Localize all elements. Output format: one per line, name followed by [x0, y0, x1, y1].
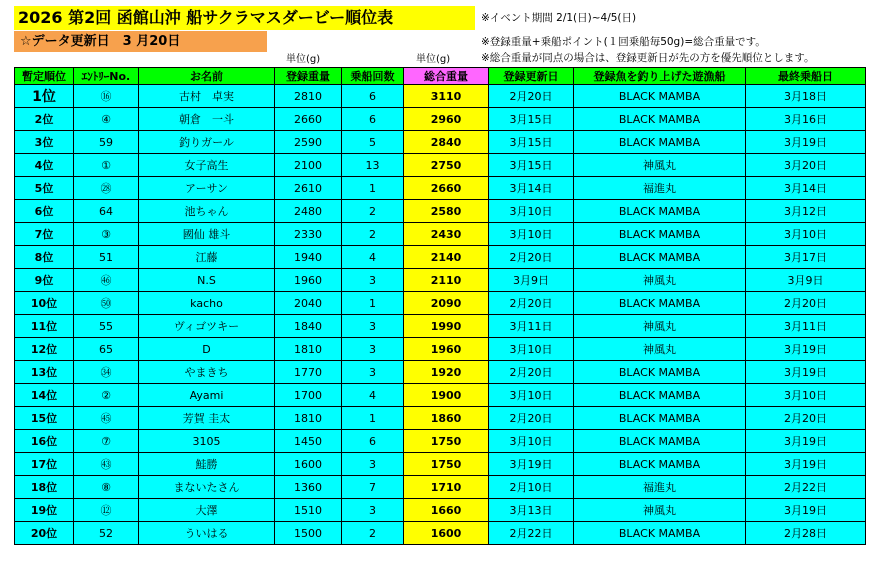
entry-cell: ②: [74, 384, 139, 407]
last-boarding-cell: 3月19日: [746, 499, 866, 522]
last-boarding-cell: 3月12日: [746, 200, 866, 223]
boardings-cell: 3: [342, 338, 404, 361]
table-row: [15, 269, 866, 292]
last-boarding-cell: 3月18日: [746, 85, 866, 108]
rank-cell: 20位: [15, 522, 74, 545]
name-cell: kacho: [139, 292, 275, 315]
col-name: お名前: [139, 68, 275, 85]
last-boarding-cell: 2月28日: [746, 522, 866, 545]
total-cell: 1860: [404, 407, 489, 430]
updated-cell: 2月20日: [489, 361, 574, 384]
boat-cell: 福進丸: [574, 476, 746, 499]
boardings-cell: 3: [342, 361, 404, 384]
updated-cell: 3月10日: [489, 223, 574, 246]
rank-cell: 3位: [15, 131, 74, 154]
entry-cell: ④: [74, 108, 139, 131]
col-total: 総合重量: [404, 68, 489, 85]
name-cell: D: [139, 338, 275, 361]
boardings-cell: 2: [342, 223, 404, 246]
rank-cell: 11位: [15, 315, 74, 338]
last-boarding-cell: 3月19日: [746, 361, 866, 384]
col-updated: 登録更新日: [489, 68, 574, 85]
last-boarding-cell: 3月16日: [746, 108, 866, 131]
updated-cell: 2月20日: [489, 85, 574, 108]
col-boat: 登録魚を釣り上げた遊漁船: [574, 68, 746, 85]
rank-cell: 15位: [15, 407, 74, 430]
weight-cell: 1770: [275, 361, 342, 384]
updated-cell: 3月10日: [489, 338, 574, 361]
weight-cell: 1810: [275, 407, 342, 430]
table-row: [15, 407, 866, 430]
boardings-cell: 3: [342, 453, 404, 476]
name-cell: 江藤: [139, 246, 275, 269]
name-cell: まないたさん: [139, 476, 275, 499]
total-cell: 2140: [404, 246, 489, 269]
table-row: [15, 499, 866, 522]
boat-cell: BLACK MAMBA: [574, 361, 746, 384]
rank-cell: 12位: [15, 338, 74, 361]
name-cell: Ayami: [139, 384, 275, 407]
entry-cell: 64: [74, 200, 139, 223]
last-boarding-cell: 2月20日: [746, 407, 866, 430]
boardings-cell: 2: [342, 522, 404, 545]
entry-cell: 65: [74, 338, 139, 361]
name-cell: 女子高生: [139, 154, 275, 177]
unit-label-total: 単位(g): [416, 54, 451, 65]
table-row: [15, 315, 866, 338]
table-row: [15, 223, 866, 246]
weight-cell: 2040: [275, 292, 342, 315]
last-boarding-cell: 3月19日: [746, 430, 866, 453]
entry-cell: ㉞: [74, 361, 139, 384]
weight-cell: 1700: [275, 384, 342, 407]
weight-cell: 1840: [275, 315, 342, 338]
rank-cell: 4位: [15, 154, 74, 177]
col-boardings: 乗船回数: [342, 68, 404, 85]
update-date-label: ☆データ更新日 3 月20日: [14, 31, 267, 52]
boardings-cell: 3: [342, 269, 404, 292]
unit-label-weight: 単位(g): [286, 54, 321, 65]
table-row: [15, 85, 866, 108]
rank-cell: 2位: [15, 108, 74, 131]
entry-cell: ①: [74, 154, 139, 177]
table-row: [15, 131, 866, 154]
total-cell: 1600: [404, 522, 489, 545]
total-cell: 1960: [404, 338, 489, 361]
boardings-cell: 13: [342, 154, 404, 177]
table-row: [15, 177, 866, 200]
weight-cell: 2100: [275, 154, 342, 177]
boardings-cell: 6: [342, 108, 404, 131]
updated-cell: 3月19日: [489, 453, 574, 476]
rank-cell: 1位: [15, 85, 74, 108]
name-cell: 池ちゃん: [139, 200, 275, 223]
total-cell: 2580: [404, 200, 489, 223]
last-boarding-cell: 3月14日: [746, 177, 866, 200]
total-cell: 2430: [404, 223, 489, 246]
total-cell: 2840: [404, 131, 489, 154]
boardings-cell: 4: [342, 384, 404, 407]
table-row: [15, 154, 866, 177]
boat-cell: BLACK MAMBA: [574, 384, 746, 407]
event-period-note: ※イベント期間 2/1(日)~4/5(日): [481, 12, 637, 24]
entry-cell: ⑯: [74, 85, 139, 108]
boardings-cell: 7: [342, 476, 404, 499]
rank-cell: 9位: [15, 269, 74, 292]
weight-cell: 2480: [275, 200, 342, 223]
boardings-cell: 6: [342, 85, 404, 108]
name-cell: N.S: [139, 269, 275, 292]
weight-cell: 2610: [275, 177, 342, 200]
table-row: [15, 430, 866, 453]
scoring-note: ※登録重量+乗船ポイント(１回乗船毎50g)=総合重量です。: [481, 36, 766, 48]
weight-cell: 1500: [275, 522, 342, 545]
table-row: [15, 476, 866, 499]
updated-cell: 3月14日: [489, 177, 574, 200]
updated-cell: 2月20日: [489, 407, 574, 430]
page-title: 2026 第2回 函館山沖 船サクラマスダービー順位表: [14, 6, 475, 30]
boardings-cell: 6: [342, 430, 404, 453]
rank-cell: 7位: [15, 223, 74, 246]
name-cell: アーサン: [139, 177, 275, 200]
entry-cell: ⑦: [74, 430, 139, 453]
boat-cell: BLACK MAMBA: [574, 223, 746, 246]
col-last: 最終乗船日: [746, 68, 866, 85]
col-weight: 登録重量: [275, 68, 342, 85]
weight-cell: 1810: [275, 338, 342, 361]
weight-cell: 1360: [275, 476, 342, 499]
updated-cell: 3月9日: [489, 269, 574, 292]
total-cell: 2110: [404, 269, 489, 292]
name-cell: 芳賀 圭太: [139, 407, 275, 430]
entry-cell: ㊸: [74, 453, 139, 476]
rank-cell: 5位: [15, 177, 74, 200]
name-cell: ういはる: [139, 522, 275, 545]
last-boarding-cell: 3月11日: [746, 315, 866, 338]
boat-cell: BLACK MAMBA: [574, 407, 746, 430]
boat-cell: BLACK MAMBA: [574, 292, 746, 315]
boardings-cell: 3: [342, 315, 404, 338]
rank-cell: 13位: [15, 361, 74, 384]
boat-cell: 神風丸: [574, 154, 746, 177]
total-cell: 1920: [404, 361, 489, 384]
weight-cell: 1960: [275, 269, 342, 292]
name-cell: 國仙 雄斗: [139, 223, 275, 246]
last-boarding-cell: 3月20日: [746, 154, 866, 177]
last-boarding-cell: 2月20日: [746, 292, 866, 315]
boardings-cell: 4: [342, 246, 404, 269]
entry-cell: ⑫: [74, 499, 139, 522]
updated-cell: 2月20日: [489, 246, 574, 269]
entry-cell: ㊿: [74, 292, 139, 315]
rank-cell: 19位: [15, 499, 74, 522]
rank-cell: 8位: [15, 246, 74, 269]
table-row: [15, 200, 866, 223]
total-cell: 2960: [404, 108, 489, 131]
updated-cell: 3月13日: [489, 499, 574, 522]
boardings-cell: 2: [342, 200, 404, 223]
boat-cell: BLACK MAMBA: [574, 430, 746, 453]
total-cell: 2750: [404, 154, 489, 177]
last-boarding-cell: 3月19日: [746, 338, 866, 361]
updated-cell: 3月15日: [489, 131, 574, 154]
rank-cell: 16位: [15, 430, 74, 453]
boat-cell: BLACK MAMBA: [574, 522, 746, 545]
name-cell: 朝倉 一斗: [139, 108, 275, 131]
rank-cell: 6位: [15, 200, 74, 223]
weight-cell: 2810: [275, 85, 342, 108]
weight-cell: 1450: [275, 430, 342, 453]
table-row: [15, 292, 866, 315]
boardings-cell: 1: [342, 407, 404, 430]
entry-cell: 52: [74, 522, 139, 545]
weight-cell: 1600: [275, 453, 342, 476]
weight-cell: 2660: [275, 108, 342, 131]
total-cell: 1990: [404, 315, 489, 338]
last-boarding-cell: 3月10日: [746, 223, 866, 246]
weight-cell: 1940: [275, 246, 342, 269]
weight-cell: 1510: [275, 499, 342, 522]
total-cell: 1750: [404, 453, 489, 476]
table-row: [15, 522, 866, 545]
col-entry: ｴﾝﾄﾘｰNo.: [74, 68, 139, 85]
boat-cell: BLACK MAMBA: [574, 246, 746, 269]
last-boarding-cell: 3月19日: [746, 453, 866, 476]
entry-cell: 55: [74, 315, 139, 338]
updated-cell: 3月10日: [489, 200, 574, 223]
table-row: [15, 361, 866, 384]
col-rank: 暫定順位: [15, 68, 74, 85]
boardings-cell: 1: [342, 177, 404, 200]
updated-cell: 3月10日: [489, 384, 574, 407]
weight-cell: 2330: [275, 223, 342, 246]
ranking-table: [14, 67, 866, 545]
last-boarding-cell: 3月9日: [746, 269, 866, 292]
updated-cell: 3月15日: [489, 154, 574, 177]
boat-cell: BLACK MAMBA: [574, 200, 746, 223]
updated-cell: 3月10日: [489, 430, 574, 453]
entry-cell: ㊻: [74, 269, 139, 292]
last-boarding-cell: 3月19日: [746, 131, 866, 154]
entry-cell: ㉘: [74, 177, 139, 200]
boat-cell: BLACK MAMBA: [574, 453, 746, 476]
table-row: [15, 338, 866, 361]
total-cell: 2660: [404, 177, 489, 200]
boat-cell: 神風丸: [574, 338, 746, 361]
entry-cell: ㊺: [74, 407, 139, 430]
last-boarding-cell: 2月22日: [746, 476, 866, 499]
table-row: [15, 453, 866, 476]
boat-cell: BLACK MAMBA: [574, 108, 746, 131]
boat-cell: 神風丸: [574, 499, 746, 522]
updated-cell: 3月11日: [489, 315, 574, 338]
name-cell: 釣りガール: [139, 131, 275, 154]
updated-cell: 2月10日: [489, 476, 574, 499]
name-cell: 大澤: [139, 499, 275, 522]
boat-cell: 福進丸: [574, 177, 746, 200]
boat-cell: BLACK MAMBA: [574, 85, 746, 108]
total-cell: 1710: [404, 476, 489, 499]
name-cell: やまきち: [139, 361, 275, 384]
updated-cell: 2月20日: [489, 292, 574, 315]
name-cell: 3105: [139, 430, 275, 453]
table-row: [15, 108, 866, 131]
name-cell: ヴィゴツキー: [139, 315, 275, 338]
total-cell: 1750: [404, 430, 489, 453]
total-cell: 1900: [404, 384, 489, 407]
boardings-cell: 3: [342, 499, 404, 522]
total-cell: 1660: [404, 499, 489, 522]
name-cell: 古村 卓実: [139, 85, 275, 108]
tiebreak-note: ※総合重量が同点の場合は、登録更新日が先の方を優先順位とします。: [481, 52, 815, 64]
last-boarding-cell: 3月17日: [746, 246, 866, 269]
table-row: [15, 246, 866, 269]
header-row: [15, 68, 866, 85]
boat-cell: BLACK MAMBA: [574, 131, 746, 154]
total-cell: 2090: [404, 292, 489, 315]
rank-cell: 18位: [15, 476, 74, 499]
entry-cell: ③: [74, 223, 139, 246]
boardings-cell: 1: [342, 292, 404, 315]
rank-cell: 10位: [15, 292, 74, 315]
name-cell: 鮭勝: [139, 453, 275, 476]
boat-cell: 神風丸: [574, 315, 746, 338]
boat-cell: 神風丸: [574, 269, 746, 292]
updated-cell: 3月15日: [489, 108, 574, 131]
entry-cell: ⑧: [74, 476, 139, 499]
rank-cell: 17位: [15, 453, 74, 476]
boardings-cell: 5: [342, 131, 404, 154]
last-boarding-cell: 3月10日: [746, 384, 866, 407]
updated-cell: 2月22日: [489, 522, 574, 545]
total-cell: 3110: [404, 85, 489, 108]
table-row: [15, 384, 866, 407]
weight-cell: 2590: [275, 131, 342, 154]
entry-cell: 59: [74, 131, 139, 154]
rank-cell: 14位: [15, 384, 74, 407]
entry-cell: 51: [74, 246, 139, 269]
